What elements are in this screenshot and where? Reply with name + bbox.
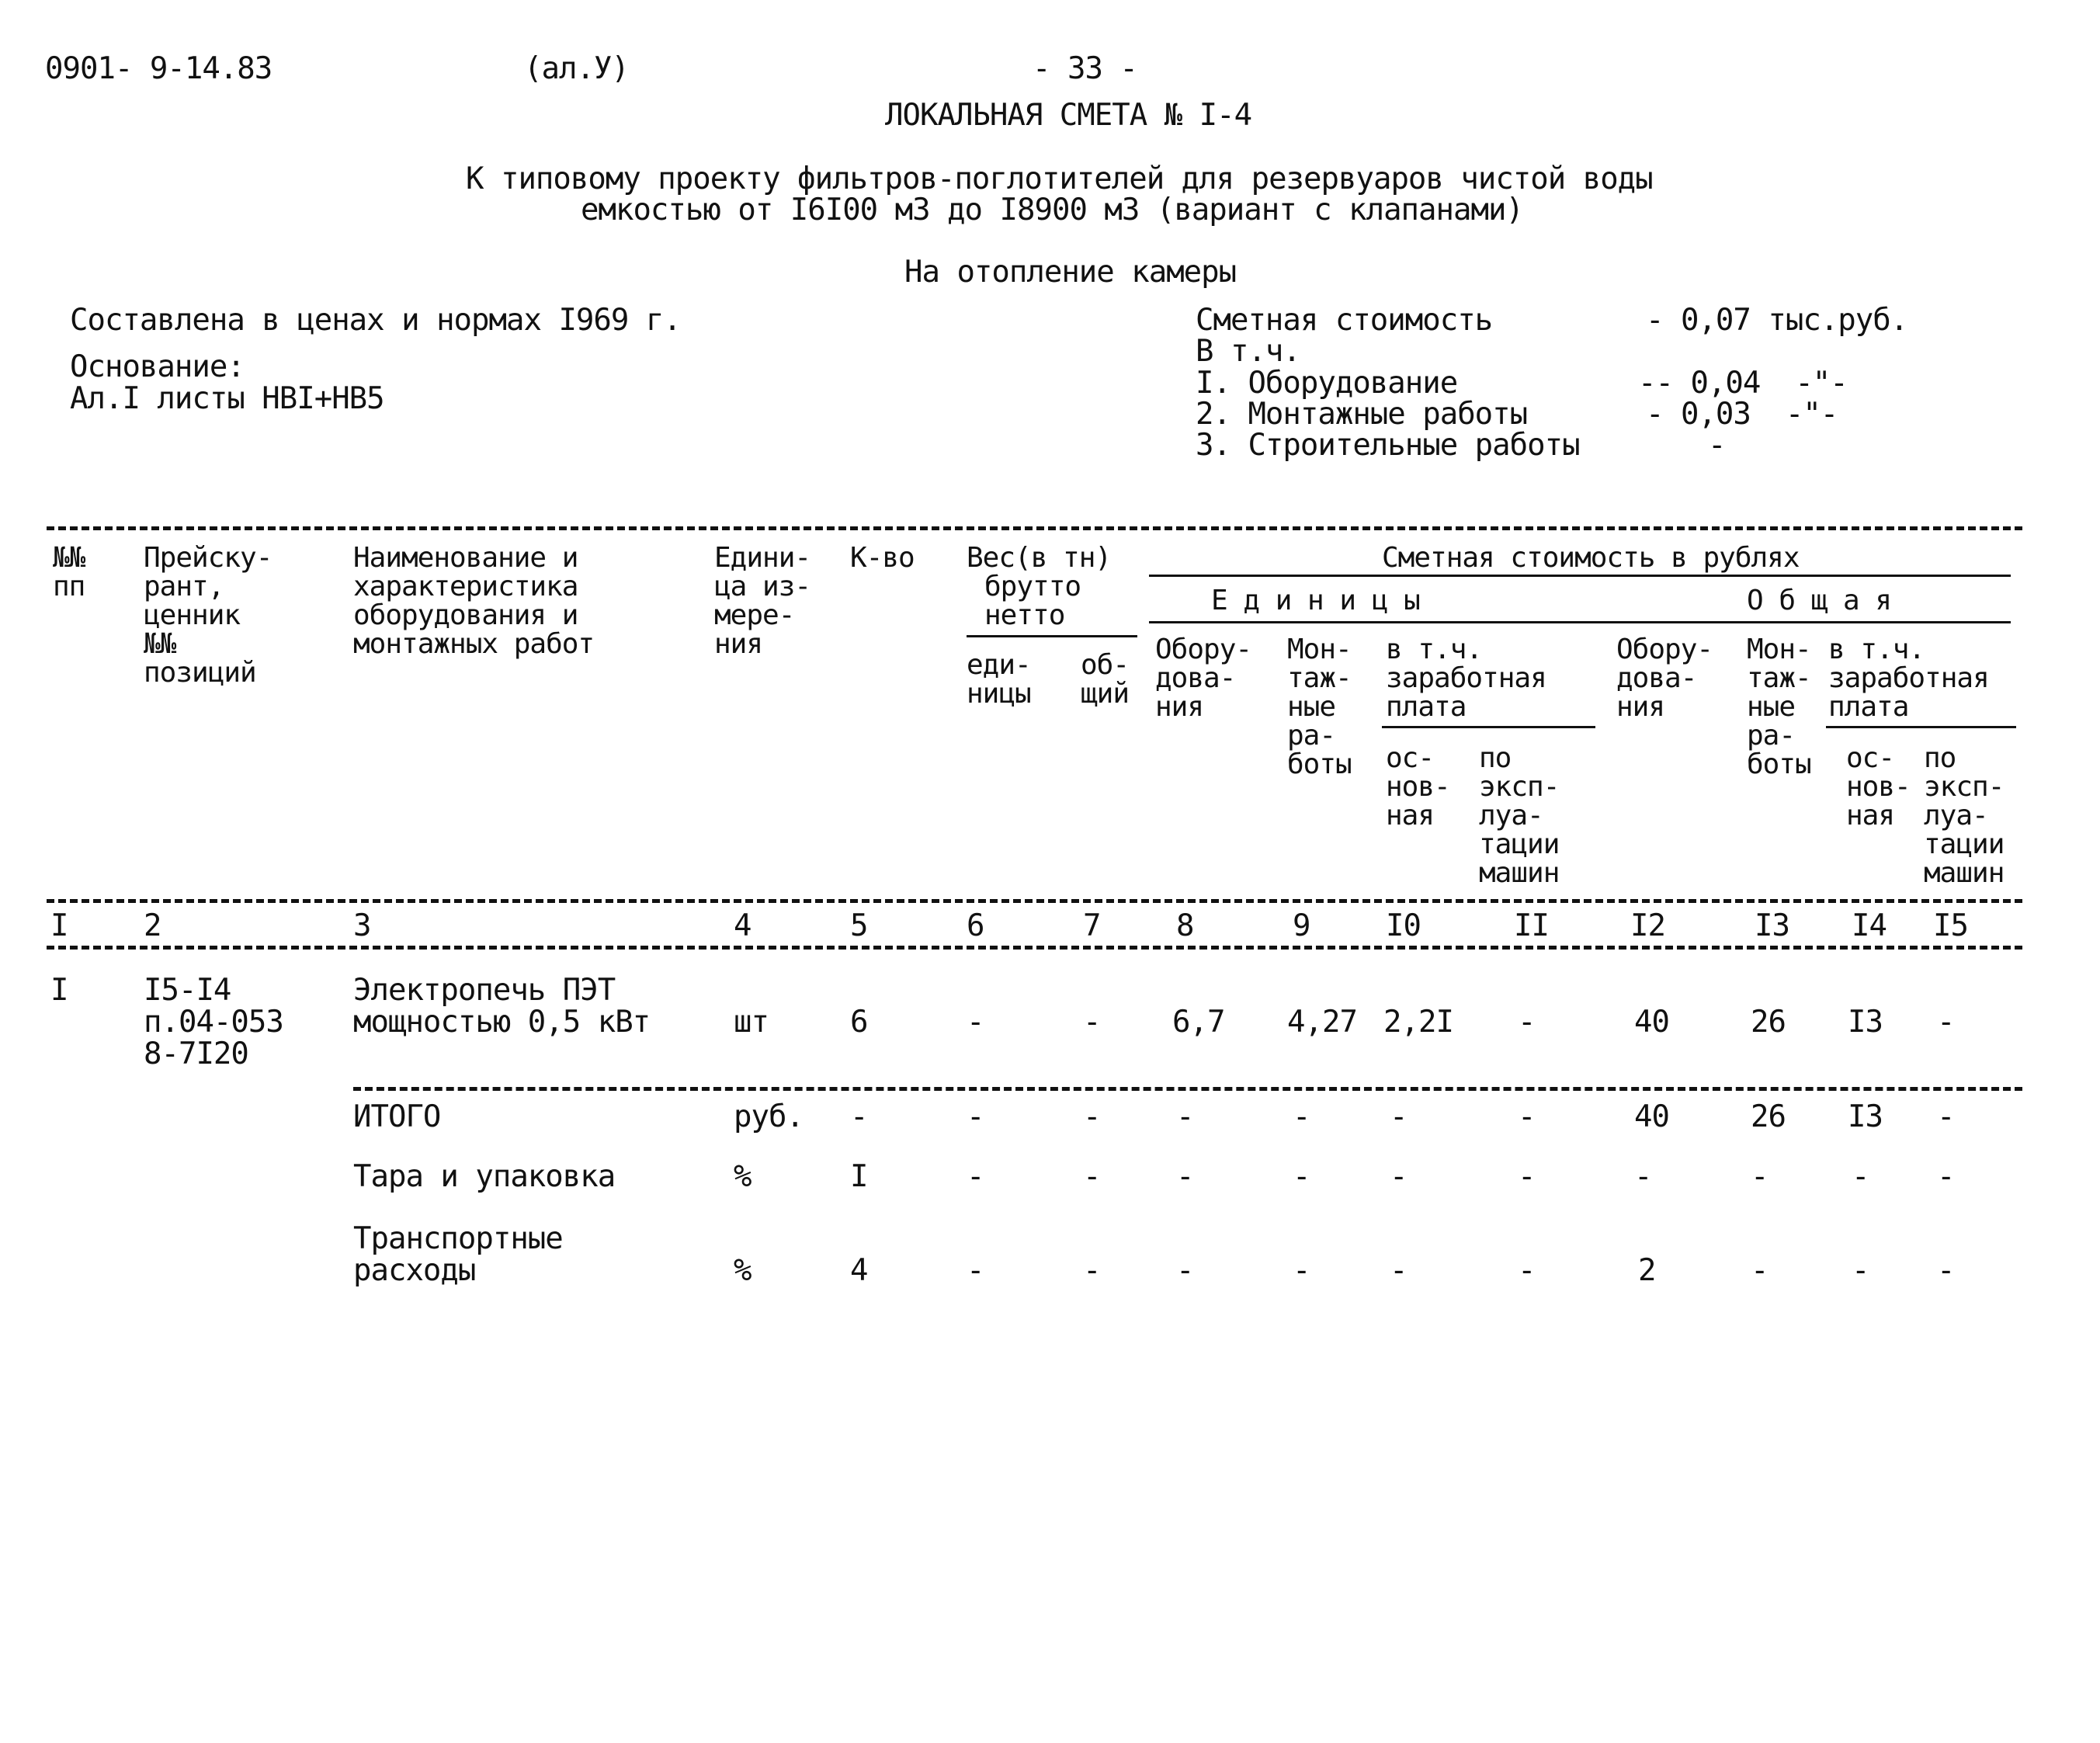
cost-value: - 0,07 тыс.руб. bbox=[1646, 303, 1908, 338]
row-unit: шт bbox=[734, 1005, 769, 1040]
wage-rule bbox=[1382, 726, 1595, 728]
colnum-11: II bbox=[1514, 908, 1549, 943]
subtotal-rule bbox=[353, 1087, 2022, 1091]
col-head-weight-sub: брутто нетто bbox=[984, 571, 1081, 631]
colnum-7: 7 bbox=[1083, 908, 1101, 943]
row-c13: - bbox=[1751, 1159, 1769, 1194]
construction-cost-label: 3. Строительные работы bbox=[1196, 428, 1580, 463]
row-c12: 40 bbox=[1634, 1099, 1669, 1134]
equipment-cost-label: I. Оборудование bbox=[1196, 366, 1458, 401]
colnum-12: I2 bbox=[1630, 908, 1665, 943]
row-qty: 4 bbox=[850, 1253, 868, 1288]
col-head-wage-machines: по эксп- луа- тации машин bbox=[1479, 742, 1560, 889]
subtitle-line-1: К типовому проекту фильтров-поглотителей для резервуаров чистой воды bbox=[466, 161, 1653, 196]
row-name: Тара и упаковка bbox=[353, 1159, 616, 1194]
col-head-mounting-total: Мон- таж- ные ра- боты bbox=[1747, 634, 1811, 780]
col-head-weight: Вес(в тн) bbox=[967, 542, 1112, 574]
basis-label: Основание: bbox=[70, 349, 245, 384]
col-head-price-list: Прейску- рант, ценник №№ позиций bbox=[144, 542, 272, 689]
subtitle-line-2: емкостью от I6I00 м3 до I8900 м3 (вариант с клапанами) bbox=[581, 193, 1523, 227]
row-w2: - bbox=[1083, 1253, 1101, 1288]
row-c15: - bbox=[1937, 1159, 1955, 1194]
row-c9: - bbox=[1293, 1253, 1310, 1288]
cost-rule bbox=[1149, 575, 2011, 577]
colnum-13: I3 bbox=[1755, 908, 1789, 943]
col-head-wage-machines-total: по эксп- луа- тации машин bbox=[1924, 742, 2005, 889]
row-c10: 2,2I bbox=[1383, 1005, 1453, 1040]
row-c15: - bbox=[1937, 1099, 1955, 1134]
row-c14: - bbox=[1852, 1253, 1869, 1288]
row-c14: - bbox=[1852, 1159, 1869, 1194]
row-c15: - bbox=[1937, 1253, 1955, 1288]
col-head-wage-total: в т.ч. заработная плата bbox=[1828, 634, 1989, 723]
colnum-3: 3 bbox=[353, 908, 371, 943]
mounting-cost-label: 2. Монтажные работы bbox=[1196, 397, 1528, 432]
group-rule bbox=[1149, 621, 2011, 623]
row-unit: руб. bbox=[734, 1099, 804, 1134]
row-unit: % bbox=[734, 1253, 751, 1288]
basis-value: Ал.I листы НВI+НВ5 bbox=[70, 381, 384, 416]
colnum-15: I5 bbox=[1933, 908, 1968, 943]
page-number: - 33 - bbox=[1033, 51, 1137, 86]
row-c12: - bbox=[1634, 1159, 1652, 1194]
cost-label: Сметная стоимость bbox=[1196, 303, 1493, 338]
wage-total-rule bbox=[1826, 726, 2016, 728]
colnum-bottom-rule bbox=[47, 946, 2022, 950]
colnum-4: 4 bbox=[734, 908, 751, 943]
doc-code: 0901- 9-14.83 bbox=[45, 51, 272, 86]
weight-rule bbox=[967, 635, 1137, 637]
colnum-9: 9 bbox=[1293, 908, 1310, 943]
row-w2: - bbox=[1083, 1159, 1101, 1194]
col-head-unit-group: Е д и н и ц ы bbox=[1211, 585, 1420, 616]
row-c8: - bbox=[1176, 1253, 1194, 1288]
row-c12: 2 bbox=[1638, 1253, 1656, 1288]
row-unit: % bbox=[734, 1159, 751, 1194]
row-c9: - bbox=[1293, 1099, 1310, 1134]
colnum-2: 2 bbox=[144, 908, 161, 943]
estimate-subject: На отопление камеры bbox=[904, 255, 1237, 290]
col-head-weight-total: об- щий bbox=[1081, 649, 1130, 710]
col-head-unit: Едини- ца из- мере- ния bbox=[714, 542, 811, 660]
col-head-mounting: Мон- таж- ные ра- боты bbox=[1287, 634, 1352, 780]
equipment-cost-value: -- 0,04 -"- bbox=[1638, 366, 1848, 401]
col-head-wage: в т.ч. заработная плата bbox=[1386, 634, 1546, 723]
colnum-5: 5 bbox=[850, 908, 868, 943]
row-w2: - bbox=[1083, 1099, 1101, 1134]
row-c10: - bbox=[1390, 1253, 1408, 1288]
row-c13: - bbox=[1751, 1253, 1769, 1288]
row-c8: - bbox=[1176, 1159, 1194, 1194]
row-w1: - bbox=[967, 1159, 984, 1194]
colnum-6: 6 bbox=[967, 908, 984, 943]
album-ref: (ал.У) bbox=[524, 51, 629, 86]
row-name: ИТОГО bbox=[353, 1099, 441, 1134]
col-head-equipment: Обору- дова- ния bbox=[1155, 634, 1252, 723]
row-w1: - bbox=[967, 1253, 984, 1288]
row-qty: 6 bbox=[850, 1005, 868, 1040]
row-c11: - bbox=[1518, 1159, 1536, 1194]
document-title: ЛОКАЛЬНАЯ СМЕТА № I-4 bbox=[885, 98, 1252, 133]
col-head-name: Наименование и характеристика оборудования и монтажных работ bbox=[353, 542, 595, 660]
row-qty: - bbox=[850, 1099, 868, 1134]
row-c12: 40 bbox=[1634, 1005, 1669, 1040]
colnum-1: I bbox=[50, 908, 68, 943]
incl-label: В т.ч. bbox=[1196, 334, 1300, 369]
row-c11: - bbox=[1518, 1253, 1536, 1288]
col-head-equipment-total: Обору- дова- ния bbox=[1616, 634, 1713, 723]
row-qty: I bbox=[850, 1159, 868, 1194]
row-c15: - bbox=[1937, 1005, 1955, 1040]
row-c11: - bbox=[1518, 1005, 1536, 1040]
row-c9: - bbox=[1293, 1159, 1310, 1194]
row-c14: I3 bbox=[1848, 1005, 1883, 1040]
mounting-cost-value: - 0,03 -"- bbox=[1646, 397, 1838, 432]
row-c13: 26 bbox=[1751, 1005, 1786, 1040]
col-head-cost: Сметная стоимость в рублях bbox=[1382, 542, 1800, 574]
row-c14: I3 bbox=[1848, 1099, 1883, 1134]
row-w2: - bbox=[1083, 1005, 1101, 1040]
table-top-rule bbox=[47, 526, 2022, 530]
col-head-number: №№ пп bbox=[53, 542, 85, 602]
colnum-8: 8 bbox=[1176, 908, 1194, 943]
row-c11: - bbox=[1518, 1099, 1536, 1134]
col-head-wage-basic-total: ос- нов- ная bbox=[1846, 742, 1911, 832]
row-number: I bbox=[50, 973, 68, 1008]
col-head-total-group: О б щ а я bbox=[1747, 585, 1892, 616]
row-c10: - bbox=[1390, 1159, 1408, 1194]
colnum-10: I0 bbox=[1386, 908, 1421, 943]
row-name: Транспортные расходы bbox=[353, 1221, 563, 1288]
row-w1: - bbox=[967, 1005, 984, 1040]
col-head-weight-unit: еди- ницы bbox=[967, 649, 1031, 710]
row-c10: - bbox=[1390, 1099, 1408, 1134]
row-c8: 6,7 bbox=[1172, 1005, 1225, 1040]
row-name: Электропечь ПЭТ мощностью 0,5 кВт bbox=[353, 973, 651, 1040]
row-c13: 26 bbox=[1751, 1099, 1786, 1134]
row-w1: - bbox=[967, 1099, 984, 1134]
construction-cost-value: - bbox=[1708, 428, 1726, 463]
row-c9: 4,27 bbox=[1287, 1005, 1357, 1040]
row-code: I5-I4 п.04-053 8-7I20 bbox=[144, 973, 283, 1071]
col-head-wage-basic: ос- нов- ная bbox=[1386, 742, 1450, 832]
header-bottom-rule bbox=[47, 899, 2022, 903]
colnum-14: I4 bbox=[1852, 908, 1887, 943]
col-head-quantity: К-во bbox=[850, 542, 915, 574]
row-c8: - bbox=[1176, 1099, 1194, 1134]
prices-note: Составлена в ценах и нормах I969 г. bbox=[70, 303, 681, 338]
